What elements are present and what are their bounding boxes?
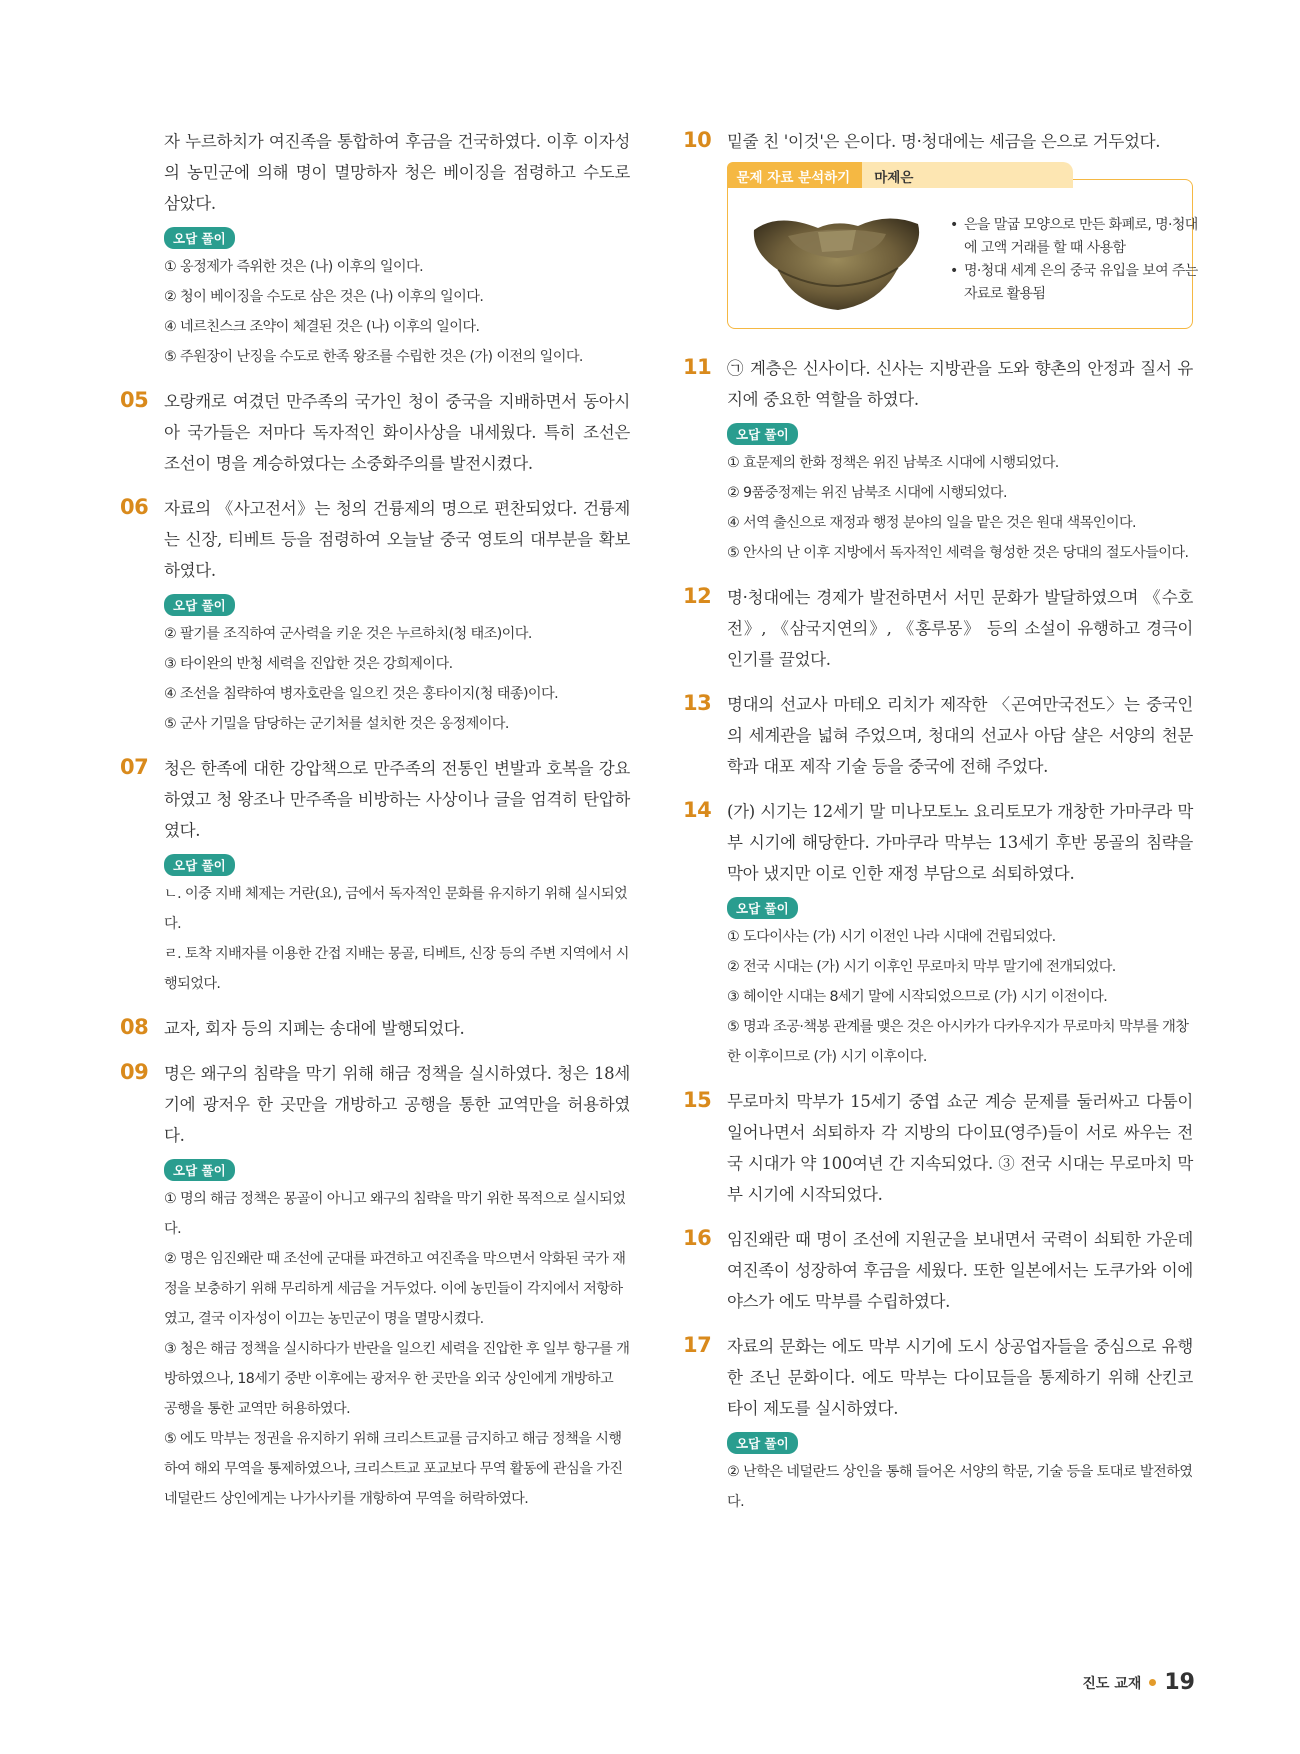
note-item: ⑤ 군사 기밀을 담당하는 군기처를 설치한 것은 옹정제이다. bbox=[164, 716, 509, 732]
wrong-answer-notes bbox=[164, 1184, 630, 1514]
entry-text: 자료의 《사고전서》는 청의 건륭제의 명으로 편찬되었다. 건륭제는 신장, 티베트 등을 점령하여 오늘날 중국 영토의 대부분을 확보하였다. bbox=[164, 499, 630, 580]
note-item: ㄹ. 토착 지배자를 이용한 간접 지배는 몽골, 티베트, 신장 등의 주변 지역에서 시행되었다. bbox=[164, 946, 629, 992]
wrong-answer-notes bbox=[164, 619, 630, 739]
note-item: ③ 헤이안 시대는 8세기 말에 시작되었으므로 (가) 시기 이전이다. bbox=[727, 989, 1108, 1005]
entry-text: 오랑캐로 여겼던 만주족의 국가인 청이 중국을 지배하면서 동아시아 국가들은 저마다 독자적인 화이사상을 내세웠다. 특히 조선은 조선이 명을 계승하였다는 소중화주의를 발전시켰다. bbox=[164, 392, 630, 473]
note-item: ⑤ 명과 조공·책봉 관계를 맺은 것은 아시카가 다카우지가 무로마치 막부를 개창한 이후이므로 (가) 시기 이후이다. bbox=[727, 1019, 1189, 1065]
entry-text: 명·청대에는 경제가 발전하면서 서민 문화가 발달하였으며 《수호전》, 《삼국지연의》, 《홍루몽》 등의 소설이 유행하고 경극이 인기를 끌었다. bbox=[727, 588, 1193, 669]
wrong-answer-notes bbox=[727, 448, 1193, 568]
entry-16 bbox=[683, 1224, 1193, 1317]
note-item: ② 난학은 네덜란드 상인을 통해 들어온 서양의 학문, 기술 등을 토대로 발전하였다. bbox=[727, 1464, 1193, 1510]
entry-10 bbox=[683, 126, 1193, 157]
entry-text: 자 누르하치가 여진족을 통합하여 후금을 건국하였다. 이후 이자성의 농민군에 의해 명이 멸망하자 청은 베이징을 점령하고 수도로 삼았다. bbox=[164, 132, 630, 213]
question-number: 12 bbox=[683, 584, 712, 608]
entry-text: ㉠ 계층은 신사이다. 신사는 지방관을 도와 향촌의 안정과 질서 유지에 중요한 역할을 하였다. bbox=[727, 359, 1193, 409]
box-description-item: • 명·청대 세계 은의 중국 유입을 보여 주는 자료로 활용됨 bbox=[950, 260, 1200, 306]
question-number: 10 bbox=[683, 128, 712, 152]
question-number: 14 bbox=[683, 798, 712, 822]
wrong-answer-badge: 오답 풀이 bbox=[727, 423, 798, 445]
silver-ingot-image bbox=[748, 206, 924, 314]
note-item: ③ 청은 해금 정책을 실시하다가 반란을 일으킨 세력을 진압한 후 일부 항구를 개방하였으나, 18세기 중반 이후에는 광저우 한 곳만을 외국 상인에게 개방하고 공행을 통한 교역만 허용하였다. bbox=[164, 1341, 630, 1417]
entry-06 bbox=[120, 493, 630, 739]
entry-15 bbox=[683, 1086, 1193, 1210]
note-item: ② 팔기를 조직하여 군사력을 키운 것은 누르하치(청 태조)이다. bbox=[164, 626, 532, 642]
footer-label: 진도 교재 bbox=[1082, 1675, 1142, 1692]
wrong-answer-notes bbox=[164, 879, 630, 999]
entry-text: 명대의 선교사 마테오 리치가 제작한 〈곤여만국전도〉는 중국인의 세계관을 넓혀 주었으며, 청대의 선교사 아담 샬은 서양의 천문학과 대포 제작 기술 등을 중국에 전해 주었다. bbox=[727, 695, 1193, 776]
note-item: ① 도다이사는 (가) 시기 이전인 나라 시대에 건립되었다. bbox=[727, 929, 1056, 945]
note-item: ㄴ. 이중 지배 체제는 거란(요), 금에서 독자적인 문화를 유지하기 위해 실시되었다. bbox=[164, 886, 628, 932]
entry-04-continued bbox=[120, 126, 630, 372]
note-item: ② 전국 시대는 (가) 시기 이후인 무로마치 막부 말기에 전개되었다. bbox=[727, 959, 1116, 975]
note-item: ① 효문제의 한화 정책은 위진 남북조 시대에 시행되었다. bbox=[727, 455, 1059, 471]
wrong-answer-badge: 오답 풀이 bbox=[164, 227, 235, 249]
wrong-answer-notes bbox=[727, 1457, 1193, 1517]
entry-14 bbox=[683, 796, 1193, 1072]
entry-11 bbox=[683, 353, 1193, 568]
entry-text: 명은 왜구의 침략을 막기 위해 해금 정책을 실시하였다. 청은 18세기에 광저우 한 곳만을 개방하고 공행을 통한 교역만을 허용하였다. bbox=[164, 1064, 630, 1145]
note-item: ④ 네르친스크 조약이 체결된 것은 (나) 이후의 일이다. bbox=[164, 319, 480, 335]
note-item: ⑤ 안사의 난 이후 지방에서 독자적인 세력을 형성한 것은 당대의 절도사들이다. bbox=[727, 545, 1189, 561]
source-analysis-box bbox=[727, 170, 1198, 329]
wrong-answer-notes bbox=[727, 922, 1193, 1072]
question-number: 09 bbox=[120, 1060, 149, 1084]
question-number: 08 bbox=[120, 1015, 149, 1039]
note-item: ④ 조선을 침략하여 병자호란을 일으킨 것은 홍타이지(청 태종)이다. bbox=[164, 686, 559, 702]
question-number: 07 bbox=[120, 755, 149, 779]
entry-text: 교자, 회자 등의 지폐는 송대에 발행되었다. bbox=[164, 1019, 465, 1038]
entry-text: 청은 한족에 대한 강압책으로 만주족의 전통인 변발과 호복을 강요하였고 청 왕조나 만주족을 비방하는 사상이나 글을 엄격히 탄압하였다. bbox=[164, 759, 630, 840]
question-number: 17 bbox=[683, 1333, 712, 1357]
note-item: ② 청이 베이징을 수도로 삼은 것은 (나) 이후의 일이다. bbox=[164, 289, 484, 305]
page-number: 19 bbox=[1164, 1670, 1195, 1695]
note-item: ① 명의 해금 정책은 몽골이 아니고 왜구의 침략을 막기 위한 목적으로 실시되었다. bbox=[164, 1191, 626, 1237]
page-footer bbox=[1082, 1670, 1195, 1695]
entry-text: 자료의 문화는 에도 막부 시기에 도시 상공업자들을 중심으로 유행한 조닌 문화이다. 에도 막부는 다이묘들을 통제하기 위해 산킨코타이 제도를 실시하였다. bbox=[727, 1337, 1193, 1418]
note-item: ④ 서역 출신으로 재정과 행정 분야의 일을 맡은 것은 원대 색목인이다. bbox=[727, 515, 1136, 531]
entry-08 bbox=[120, 1013, 630, 1044]
question-number: 06 bbox=[120, 495, 149, 519]
left-column bbox=[120, 126, 630, 1528]
wrong-answer-badge: 오답 풀이 bbox=[727, 897, 798, 919]
note-item: ③ 타이완의 반청 세력을 진압한 것은 강희제이다. bbox=[164, 656, 453, 672]
note-item: ⑤ 주원장이 난징을 수도로 한족 왕조를 수립한 것은 (가) 이전의 일이다. bbox=[164, 349, 583, 365]
entry-text: 밑줄 친 '이것'은 은이다. 명·청대에는 세금을 은으로 거두었다. bbox=[727, 132, 1161, 151]
wrong-answer-badge: 오답 풀이 bbox=[164, 594, 235, 616]
entry-text: 무로마치 막부가 15세기 중엽 쇼군 계승 문제를 둘러싸고 다툼이 일어나면서 쇠퇴하자 각 지방의 다이묘(영주)들이 서로 싸우는 전국 시대가 약 100여년 간 지속되었다. ③ 전국 시대는 무로마치 막부 시기에 시작되었다. bbox=[727, 1092, 1193, 1204]
note-item: ② 9품중정제는 위진 남북조 시대에 시행되었다. bbox=[727, 485, 1007, 501]
wrong-answer-notes bbox=[164, 252, 630, 372]
note-item: ⑤ 에도 막부는 정권을 유지하기 위해 크리스트교를 금지하고 해금 정책을 시행하여 해외 무역을 통제하였으나, 크리스트교 포교보다 무역 활동에 관심을 가진 네덜란드 상인에게는 나가사키를 개항하여 무역을 허락하였다. bbox=[164, 1431, 623, 1507]
question-number: 16 bbox=[683, 1226, 712, 1250]
question-number: 15 bbox=[683, 1088, 712, 1112]
entry-text: 임진왜란 때 명이 조선에 지원군을 보내면서 국력이 쇠퇴한 가운데 여진족이 성장하여 후금을 세웠다. 또한 일본에서는 도쿠가와 이에야스가 에도 막부를 수립하였다. bbox=[727, 1230, 1193, 1311]
question-number: 13 bbox=[683, 691, 712, 715]
entry-13 bbox=[683, 689, 1193, 782]
box-description-item: • 은을 말굽 모양으로 만든 화폐로, 명·청대에 고액 거래를 할 때 사용함 bbox=[950, 214, 1200, 260]
entry-09 bbox=[120, 1058, 630, 1514]
entry-07 bbox=[120, 753, 630, 999]
wrong-answer-badge: 오답 풀이 bbox=[164, 1159, 235, 1181]
box-header bbox=[727, 162, 1074, 188]
note-item: ① 옹정제가 즉위한 것은 (나) 이후의 일이다. bbox=[164, 259, 424, 275]
box-title: 마제은 bbox=[862, 162, 1073, 188]
right-column bbox=[683, 126, 1198, 1531]
wrong-answer-badge: 오답 풀이 bbox=[727, 1432, 798, 1454]
entry-17 bbox=[683, 1331, 1193, 1517]
entry-12 bbox=[683, 582, 1193, 675]
note-item: ② 명은 임진왜란 때 조선에 군대를 파견하고 여진족을 막으면서 악화된 국가 재정을 보충하기 위해 무리하게 세금을 거두었다. 이에 농민들이 각지에서 저항하였고, 결국 이자성이 이끄는 농민군이 명을 멸망시켰다. bbox=[164, 1251, 626, 1327]
question-number: 11 bbox=[683, 355, 712, 379]
entry-text: (가) 시기는 12세기 말 미나모토노 요리토모가 개창한 가마쿠라 막부 시기에 해당한다. 가마쿠라 막부는 13세기 후반 몽골의 침략을 막아 냈지만 이로 인한 재정 부담으로 쇠퇴하였다. bbox=[727, 802, 1193, 883]
entry-05 bbox=[120, 386, 630, 479]
wrong-answer-badge: 오답 풀이 bbox=[164, 854, 235, 876]
footer-dot bbox=[1149, 1679, 1156, 1686]
box-tag: 문제 자료 분석하기 bbox=[727, 162, 863, 188]
question-number: 05 bbox=[120, 388, 149, 412]
box-description-list bbox=[950, 214, 1200, 306]
